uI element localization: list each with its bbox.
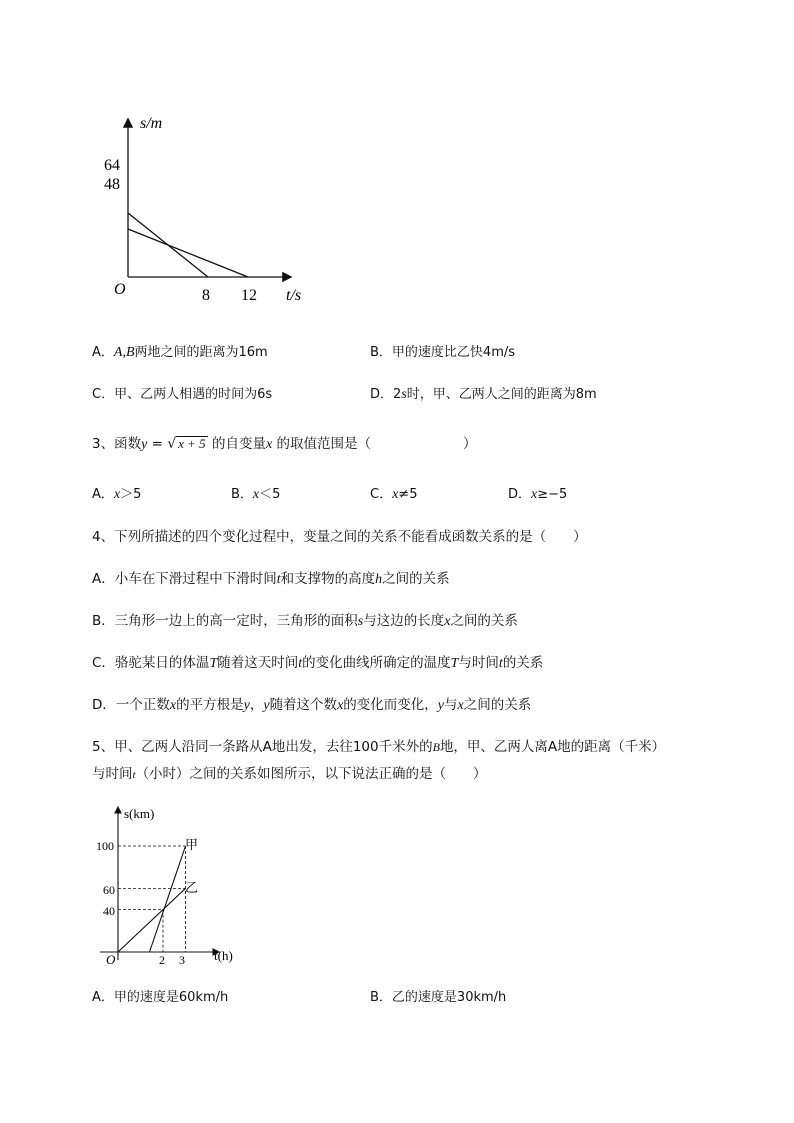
q5-option-a[interactable]: [92, 989, 228, 1007]
option-text: 之间的关系: [463, 697, 532, 713]
origin-label: O: [114, 281, 126, 298]
option-text: B．乙的速度是30km/h: [370, 990, 507, 1005]
option-var: x: [444, 614, 451, 629]
y-axis-label: s/m: [140, 115, 163, 132]
sqrt-sign: √: [167, 436, 177, 452]
option-var: x: [252, 487, 260, 502]
series-line: [128, 229, 248, 277]
series-line-jia: [150, 846, 186, 952]
series-label-jia: 甲: [185, 838, 199, 853]
question-5-stem-line-2: [92, 765, 487, 784]
option-text: B．甲的速度比乙快4m/s: [370, 345, 516, 360]
option-text: 与这边的长度: [363, 613, 445, 629]
y-tick-label: 64: [104, 157, 120, 174]
option-prefix: A．: [92, 345, 114, 360]
option-var: x: [337, 698, 344, 713]
option-var: y: [243, 698, 250, 713]
option-var: A,B: [113, 345, 135, 360]
q3-func-y: y: [141, 437, 148, 452]
q4-option-a[interactable]: [92, 570, 450, 589]
y-tick-label: 100: [96, 839, 114, 853]
q2-option-d[interactable]: [370, 386, 597, 404]
option-var: s: [357, 614, 364, 629]
option-var: t: [298, 656, 303, 671]
option-text: ≥−5: [537, 487, 568, 502]
option-text: ≠5: [398, 487, 418, 502]
option-var: T: [450, 656, 459, 671]
option-text: 和支撑物的高度: [280, 571, 376, 587]
q3-option-a[interactable]: [92, 486, 141, 504]
q2-option-a[interactable]: [92, 344, 268, 362]
origin-label: O: [106, 952, 116, 967]
q3-var-x: x: [265, 437, 273, 452]
option-var: y: [437, 698, 444, 713]
q5-text: 5、甲、乙两人沿同一条路从A地出发，去往100千米外的: [92, 739, 433, 755]
x-axis-label: t/s: [286, 287, 302, 304]
x-tick-label: 2: [159, 953, 165, 967]
q3-option-b[interactable]: [231, 486, 280, 504]
option-var: x: [457, 698, 464, 713]
series-label-yi: 乙: [185, 881, 199, 896]
option-var: x: [113, 487, 121, 502]
q3-close: ）: [463, 436, 477, 452]
y-tick-label: 40: [103, 904, 115, 918]
option-text: 随着这天时间: [217, 655, 299, 671]
q4-option-c[interactable]: [92, 654, 543, 673]
series-line-yi: [118, 888, 186, 952]
option-text: 的平方根是: [176, 697, 244, 713]
option-text: 之间的关系: [450, 613, 518, 629]
x-axis-label: t(h): [214, 948, 233, 963]
x-tick-label: 8: [202, 287, 210, 304]
q3-mid: 的自变量: [207, 436, 266, 452]
option-text: ，: [249, 697, 264, 713]
option-text: A．甲的速度是60km/h: [92, 990, 229, 1005]
option-prefix: A．: [92, 487, 114, 502]
option-text: ＜5: [259, 487, 281, 502]
q3-prefix: 3、函数: [92, 436, 142, 452]
option-var: h: [375, 572, 383, 587]
q3-option-d[interactable]: [508, 486, 567, 504]
option-text: 的变化而变化，: [343, 697, 438, 713]
option-var: s: [401, 387, 407, 402]
option-text: 时，甲、乙两人之间的距离为8m: [406, 387, 597, 402]
option-text: D．一个正数: [92, 697, 170, 713]
q5-text: （小时）之间的关系如图所示，以下说法正确的是（ ）: [135, 766, 487, 782]
option-var: T: [209, 656, 218, 671]
q2-option-c[interactable]: [92, 386, 272, 404]
option-prefix: D．2: [370, 387, 402, 402]
q4-stem-text: 4、下列所描述的四个变化过程中，变量之间的关系不能看成函数关系的是（ ）: [92, 529, 587, 545]
option-text: B．三角形一边上的高一定时，三角形的面积: [92, 613, 358, 629]
y-tick-label: 60: [103, 883, 115, 897]
y-axis-label: s(km): [124, 806, 155, 821]
option-var: t: [498, 656, 503, 671]
q3-suffix: 的取值范围是（: [272, 436, 371, 452]
q3-func-eq: =: [147, 436, 168, 452]
option-text: 的变化曲线所确定的温度: [302, 655, 451, 671]
option-prefix: B．: [231, 487, 253, 502]
q5-text: 地，甲、乙两人离A地的距离（千米）: [439, 739, 666, 755]
option-var: x: [169, 698, 177, 713]
graph-1: [100, 110, 320, 310]
x-tick-label: 3: [179, 953, 185, 967]
option-text: ＞5: [120, 487, 142, 502]
option-text: 与时间: [458, 655, 499, 671]
q5-option-b[interactable]: [370, 989, 506, 1007]
option-var: x: [531, 487, 538, 502]
q4-option-b[interactable]: [92, 612, 518, 631]
q5-var: B: [432, 740, 440, 754]
q3-radicand: x + 5: [178, 436, 206, 451]
option-prefix: D．: [508, 487, 532, 502]
x-tick-label: 12: [241, 287, 257, 304]
q2-option-b[interactable]: [370, 344, 515, 362]
option-var: y: [263, 698, 270, 713]
option-text: 之间的关系: [382, 571, 450, 587]
q3-option-c[interactable]: [370, 486, 417, 504]
option-text: A．小车在下滑过程中下滑时间: [92, 571, 277, 587]
option-prefix: C．: [370, 487, 393, 502]
option-text: 与: [444, 697, 458, 713]
graph-2: [92, 800, 252, 970]
q5-text: 与时间: [92, 766, 133, 782]
option-text: 的关系: [502, 655, 544, 671]
q5-var: t: [132, 769, 136, 781]
option-var: t: [276, 572, 281, 587]
option-text: 两地之间的距离为16m: [134, 345, 268, 360]
option-text: C．骆驼某日的体温: [92, 655, 210, 671]
option-text: C．甲、乙两人相遇的时间为6s: [92, 387, 273, 402]
y-tick-label: 48: [104, 176, 120, 193]
question-3-stem: [92, 435, 477, 454]
question-5-stem-line-1: [92, 738, 665, 756]
q4-option-d[interactable]: [92, 696, 531, 715]
option-var: x: [392, 487, 399, 502]
question-4-stem: [92, 528, 587, 546]
option-text: 随着这个数: [269, 697, 338, 713]
